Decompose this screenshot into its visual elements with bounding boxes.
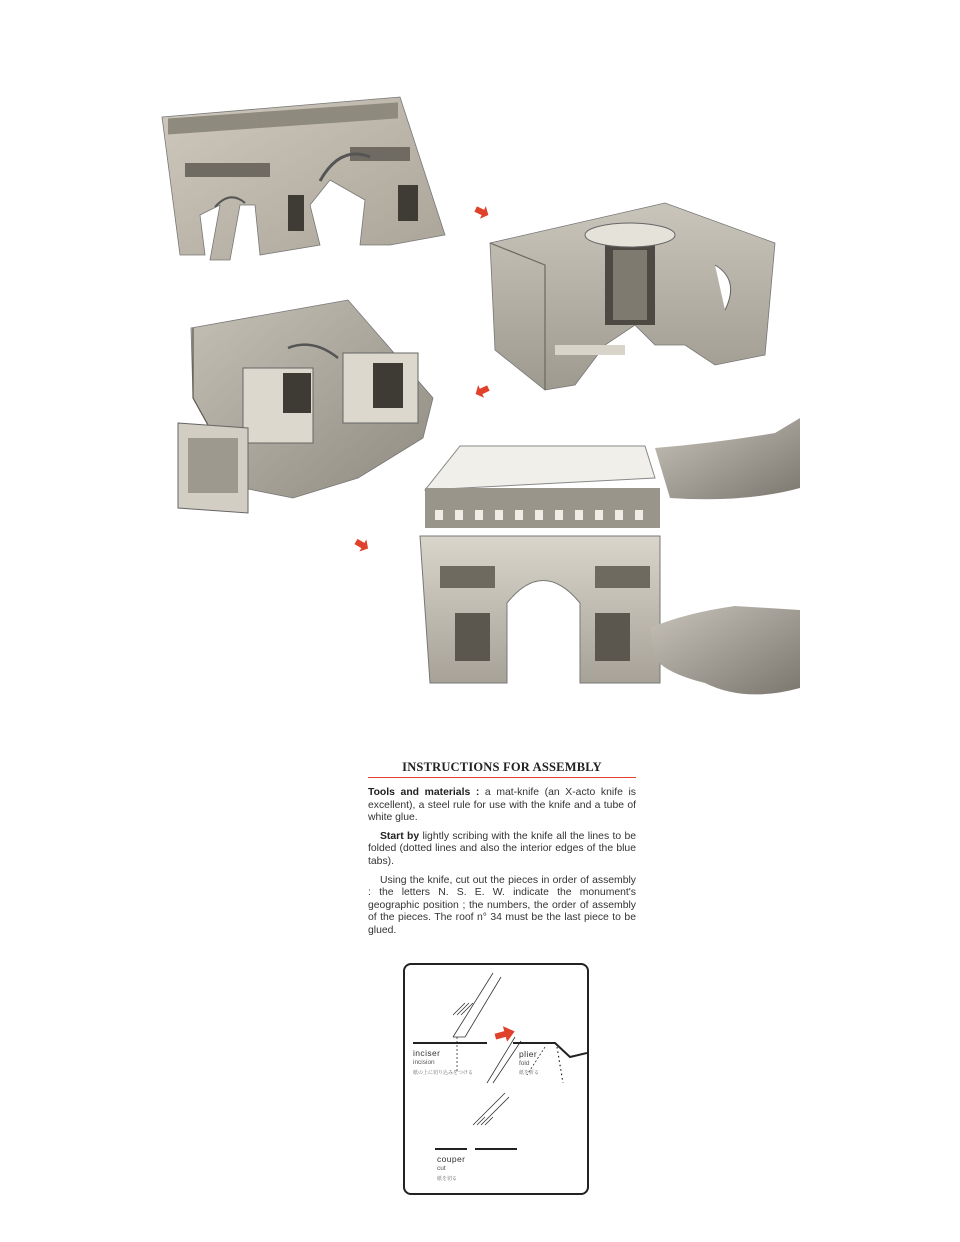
label-couper: couper [437, 1154, 466, 1164]
label-plier: plier [519, 1049, 538, 1059]
arrow-icon [474, 384, 490, 403]
technique-diagram [403, 963, 589, 1195]
label-couper-jp: 紙を切る [437, 1176, 458, 1182]
label-fold: fold [519, 1060, 530, 1067]
paragraph-start-text: lightly scribing with the knife all the lines to be folded (dotted lines and also the interior edges of the blue tabs). [368, 830, 636, 867]
paragraph-cutting: Using the knife, cut out the pieces in order of assembly : the letters N. S. E. W. indicate the monument's geographic position ; the numbers, the order of assembly of the pieces. The roof n° 34 must be the last piece to be glued. [368, 874, 636, 936]
instructions-section [368, 760, 636, 944]
paragraph-tools [368, 787, 636, 825]
label-plier-jp: 紙を折る [519, 1070, 540, 1076]
label-inciser: inciser [413, 1048, 441, 1058]
paragraph-tools-heading: Tools and materials : [368, 787, 480, 798]
paragraph-start [368, 831, 636, 869]
label-cut: cut [437, 1165, 446, 1172]
technique-illustration [405, 965, 587, 1193]
photo-step-1-flat-piece [160, 95, 450, 265]
photo-step-4-finished-arch [415, 418, 800, 703]
photo-step-2-folded-base [485, 195, 780, 395]
photo-step-3-assembling [173, 298, 443, 518]
arrow-icon [354, 538, 370, 557]
instructions-title: INSTRUCTIONS FOR ASSEMBLY [368, 760, 636, 778]
arrow-icon [494, 1025, 516, 1043]
label-inciser-jp: 紙の上に切り込みをつける [413, 1070, 474, 1076]
paragraph-start-heading: Start by [380, 830, 420, 842]
paragraph-tools-text: a mat-knife (an X-acto knife is excellent), a steel rule for use with the knife and a tube of white glue. [368, 787, 636, 824]
label-incision: incision [413, 1059, 435, 1066]
